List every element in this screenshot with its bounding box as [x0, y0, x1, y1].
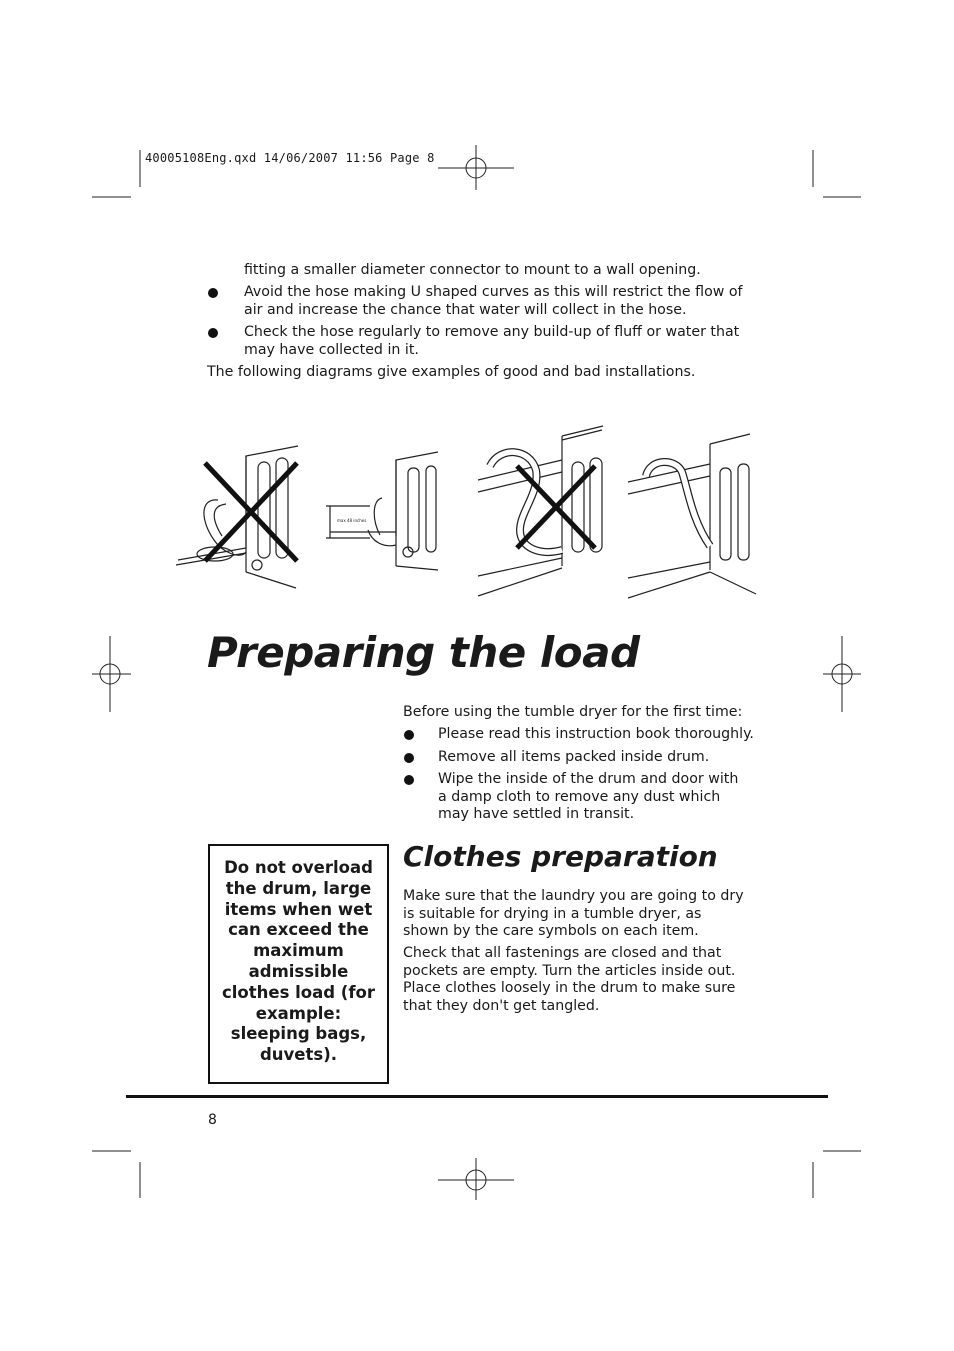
registration-mark-bottom [438, 1158, 514, 1200]
bullet-text: Please read this instruction book thoroughly. [438, 726, 754, 742]
slug-line: 40005108Eng.qxd 14/06/2007 11:56 Page 8 [145, 151, 435, 165]
hose-continuation: fitting a smaller diameter connector to mount to a wall opening. [244, 262, 701, 278]
page-title: Preparing the load [207, 628, 640, 677]
bullet-text: Wipe the inside of the drum and door with a damp cloth to remove any dust which may have settled in transit. [438, 771, 739, 822]
warning-text: Do not overload the drum, large items when wet can exceed the maximum admissible clothes load (for example: sleeping bags, duvets). [221, 858, 376, 1065]
diagram-good-1 [326, 452, 438, 570]
section-title: Clothes preparation [403, 840, 718, 873]
bullet-icon [404, 775, 414, 785]
diagram-bad-2 [478, 426, 603, 596]
registration-mark-right [823, 636, 861, 712]
preparing-intro: Before using the tumble dryer for the first time: [403, 704, 743, 720]
page-number: 8 [208, 1112, 217, 1128]
warning-box [208, 844, 389, 1084]
bullet-text: Check the hose regularly to remove any build-up of fluff or water that may have collected in it. [244, 324, 740, 358]
bullet-icon [404, 753, 414, 763]
bullet-text: Avoid the hose making U shaped curves as this will restrict the flow of air and increase the chance that water will collect in the hose. [244, 284, 743, 318]
registration-mark-left [92, 636, 131, 712]
installation-diagrams [0, 0, 954, 620]
cross-mark-1 [205, 463, 297, 561]
diagram-measure-label: max 48 inches [337, 518, 367, 523]
diagram-bad-1 [176, 446, 298, 588]
bullet-text: Remove all items packed inside drum. [438, 749, 710, 765]
clothes-paragraph-1: Make sure that the laundry you are going to dry is suitable for drying in a tumble dryer, as shown by the care symbols on each item. [403, 888, 744, 939]
footer-rule [126, 1095, 828, 1098]
bullet-icon [404, 730, 414, 740]
clothes-paragraph-2: Check that all fastenings are closed and that pockets are empty. Turn the articles inside out. Place clothes loosely in the drum to make sure that they don't get tangled. [403, 945, 736, 1014]
diagram-good-2 [628, 434, 756, 598]
diagrams-intro: The following diagrams give examples of good and bad installations. [207, 364, 696, 380]
